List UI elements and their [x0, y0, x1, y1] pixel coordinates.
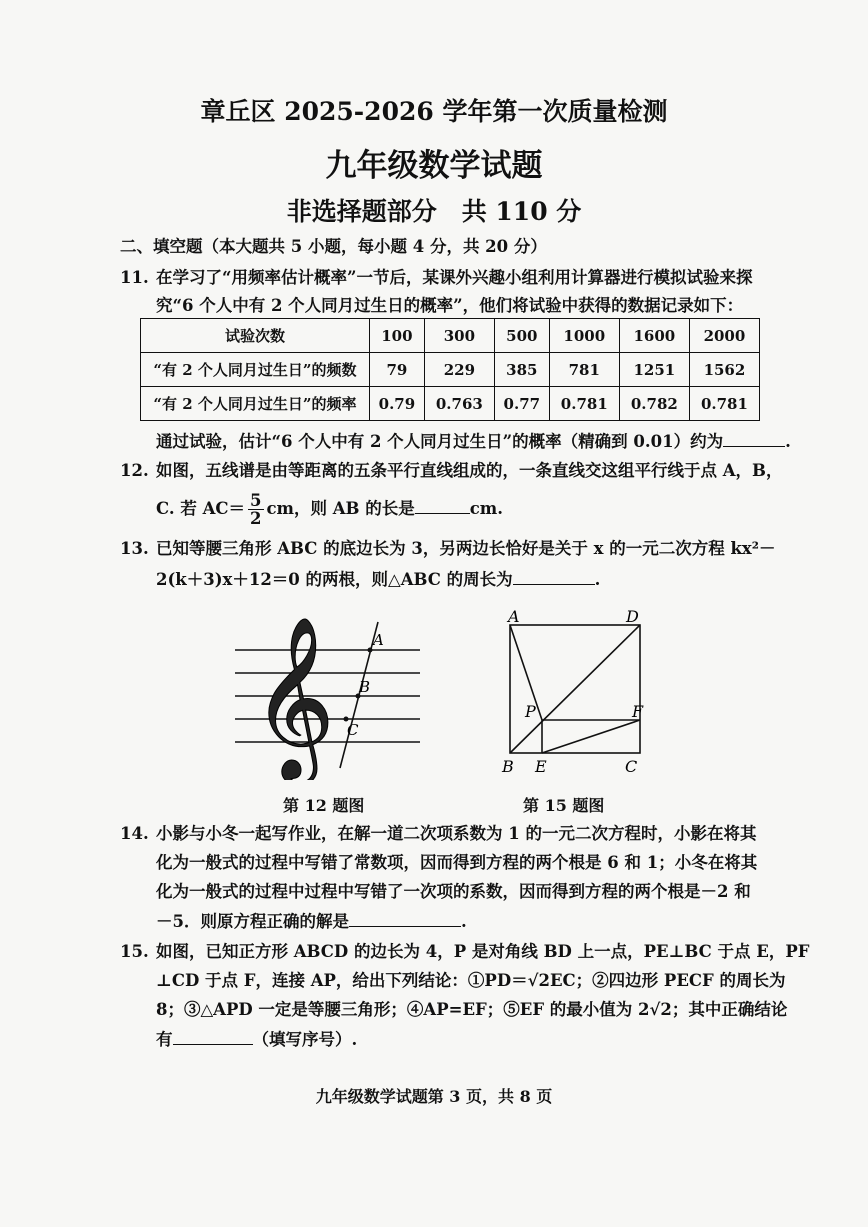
- table-cell: 1000: [549, 319, 619, 353]
- point-label: A: [373, 631, 384, 649]
- question-number: 11.: [120, 268, 149, 287]
- question-13-line1: [120, 538, 775, 560]
- punctuation: .: [785, 432, 791, 451]
- point-label: A: [508, 607, 520, 626]
- question-text: 通过试验，估计“6 个人中有 2 个人同月过生日”的概率（精确到 0.01）约为: [156, 432, 724, 451]
- table-cell: 1600: [619, 319, 689, 353]
- answer-blank[interactable]: [173, 1028, 253, 1045]
- figure-12-staff: [230, 610, 430, 780]
- diagonal-bd: [510, 625, 640, 753]
- table-cell: 229: [424, 353, 494, 387]
- table-cell: 0.763: [424, 387, 494, 421]
- answer-blank[interactable]: [723, 430, 785, 447]
- table-cell: 1251: [619, 353, 689, 387]
- question-14-line1: [120, 823, 756, 845]
- question-15-line1: [120, 941, 810, 963]
- question-15-line4: [156, 1028, 357, 1051]
- table-cell: 0.77: [494, 387, 549, 421]
- punctuation: .: [594, 570, 601, 589]
- segment-ef: [542, 720, 640, 753]
- point-label: B: [359, 678, 371, 696]
- fraction: [248, 492, 263, 527]
- table-row: [141, 387, 760, 421]
- table-cell: 1562: [689, 353, 759, 387]
- point-label: P: [525, 702, 536, 721]
- exam-title-subject: 九年级数学试题: [325, 148, 543, 184]
- question-number: 12.: [120, 461, 149, 480]
- question-text: 如图，已知正方形 ABCD 的边长为 4，P 是对角线 BD 上一点，PE⊥BC 于点 E，PF: [156, 942, 810, 961]
- answer-blank[interactable]: [513, 568, 595, 585]
- question-14-line3: 化为一般式的过程中过程中写错了一次项的系数，因而得到方程的两个根是－2 和: [156, 882, 751, 901]
- exam-title-region: 章丘区 2025-2026 学年第一次质量检测: [200, 97, 668, 126]
- question-15-line3: 8；③△APD 一定是等腰三角形；④AP=EF；⑤EF 的最小值为 2√2；其中正确结论: [156, 1000, 788, 1019]
- question-number: 14.: [120, 824, 149, 843]
- fraction-numerator: 5: [250, 491, 262, 510]
- punctuation: .: [460, 912, 467, 931]
- question-number: 15.: [120, 942, 149, 961]
- page-footer: 九年级数学试题第 3 页，共 8 页: [315, 1087, 553, 1106]
- question-text: cm，则 AB 的长是: [266, 499, 415, 518]
- frequency-table: [140, 318, 760, 421]
- answer-blank[interactable]: [415, 497, 470, 514]
- table-cell: 500: [494, 319, 549, 353]
- point-label: E: [535, 757, 547, 776]
- table-cell: 0.781: [689, 387, 759, 421]
- question-text: （填写序号）.: [252, 1030, 358, 1049]
- question-text: 有: [156, 1030, 173, 1049]
- table-cell: 385: [494, 353, 549, 387]
- question-text: 小影与小冬一起写作业，在解一道二次项系数为 1 的一元二次方程时，小影在将其: [156, 824, 757, 843]
- question-14-line2: 化为一般式的过程中写错了常数项，因而得到方程的两个根是 6 和 1；小冬在将其: [156, 853, 758, 872]
- table-cell: 0.781: [549, 387, 619, 421]
- fraction-denominator: 2: [250, 509, 262, 528]
- table-cell: 0.79: [370, 387, 425, 421]
- question-11-conclusion: [156, 430, 791, 453]
- question-text: 在学习了“用频率估计概率”一节后，某课外兴趣小组利用计算器进行模拟试验来探: [156, 268, 753, 287]
- figure-15-square: [495, 605, 655, 785]
- question-text: －5．则原方程正确的解是: [156, 912, 349, 931]
- section-heading: 二、填空题（本大题共 5 小题，每小题 4 分，共 20 分）: [120, 237, 547, 256]
- point-label: F: [632, 702, 644, 721]
- point-label: C: [625, 757, 638, 776]
- row-label: 试验次数: [141, 319, 370, 353]
- question-text: C. 若 AC＝: [156, 499, 246, 518]
- point-marker: [368, 648, 373, 653]
- table-cell: 2000: [689, 319, 759, 353]
- point-label: D: [626, 607, 639, 626]
- table-cell: 300: [424, 319, 494, 353]
- row-label: “有 2 个人同月过生日”的频数: [141, 353, 370, 387]
- question-12-line2: [156, 492, 503, 527]
- question-11-line2: 究“6 个人中有 2 个人同月过生日的概率”，他们将试验中获得的数据记录如下：: [156, 296, 744, 315]
- table-row: [141, 319, 760, 353]
- question-text: 2(k＋3)x＋12＝0 的两根，则△ABC 的周长为: [156, 570, 513, 589]
- table-cell: 0.782: [619, 387, 689, 421]
- point-label: C: [347, 721, 359, 739]
- table-row: [141, 353, 760, 387]
- row-label: “有 2 个人同月过生日”的频率: [141, 387, 370, 421]
- table-cell: 79: [370, 353, 425, 387]
- question-text: 如图，五线谱是由等距离的五条平行直线组成的，一条直线交这组平行线于点 A，B，: [156, 461, 783, 480]
- table-cell: 100: [370, 319, 425, 353]
- section-title: 非选择题部分 共 110 分: [286, 197, 582, 226]
- question-11-line1: [120, 267, 752, 289]
- point-label: B: [502, 757, 514, 776]
- answer-blank[interactable]: [349, 910, 461, 927]
- table-cell: 781: [549, 353, 619, 387]
- question-text: cm.: [469, 499, 503, 518]
- figure-15-caption: 第 15 题图: [523, 796, 605, 815]
- question-13-line2: [156, 568, 600, 591]
- question-14-line4: [156, 910, 467, 933]
- treble-clef-icon: 𝄞: [252, 616, 335, 779]
- question-number: 13.: [120, 539, 149, 558]
- question-text: 已知等腰三角形 ABC 的底边长为 3，另两边长恰好是关于 x 的一元二次方程 kx²－: [156, 539, 776, 558]
- question-12-line1: [120, 460, 783, 482]
- figure-12-caption: 第 12 题图: [283, 796, 365, 815]
- question-15-line2: ⊥CD 于点 F，连接 AP，给出下列结论：①PD＝√2EC；②四边形 PECF 的周长为: [156, 971, 786, 990]
